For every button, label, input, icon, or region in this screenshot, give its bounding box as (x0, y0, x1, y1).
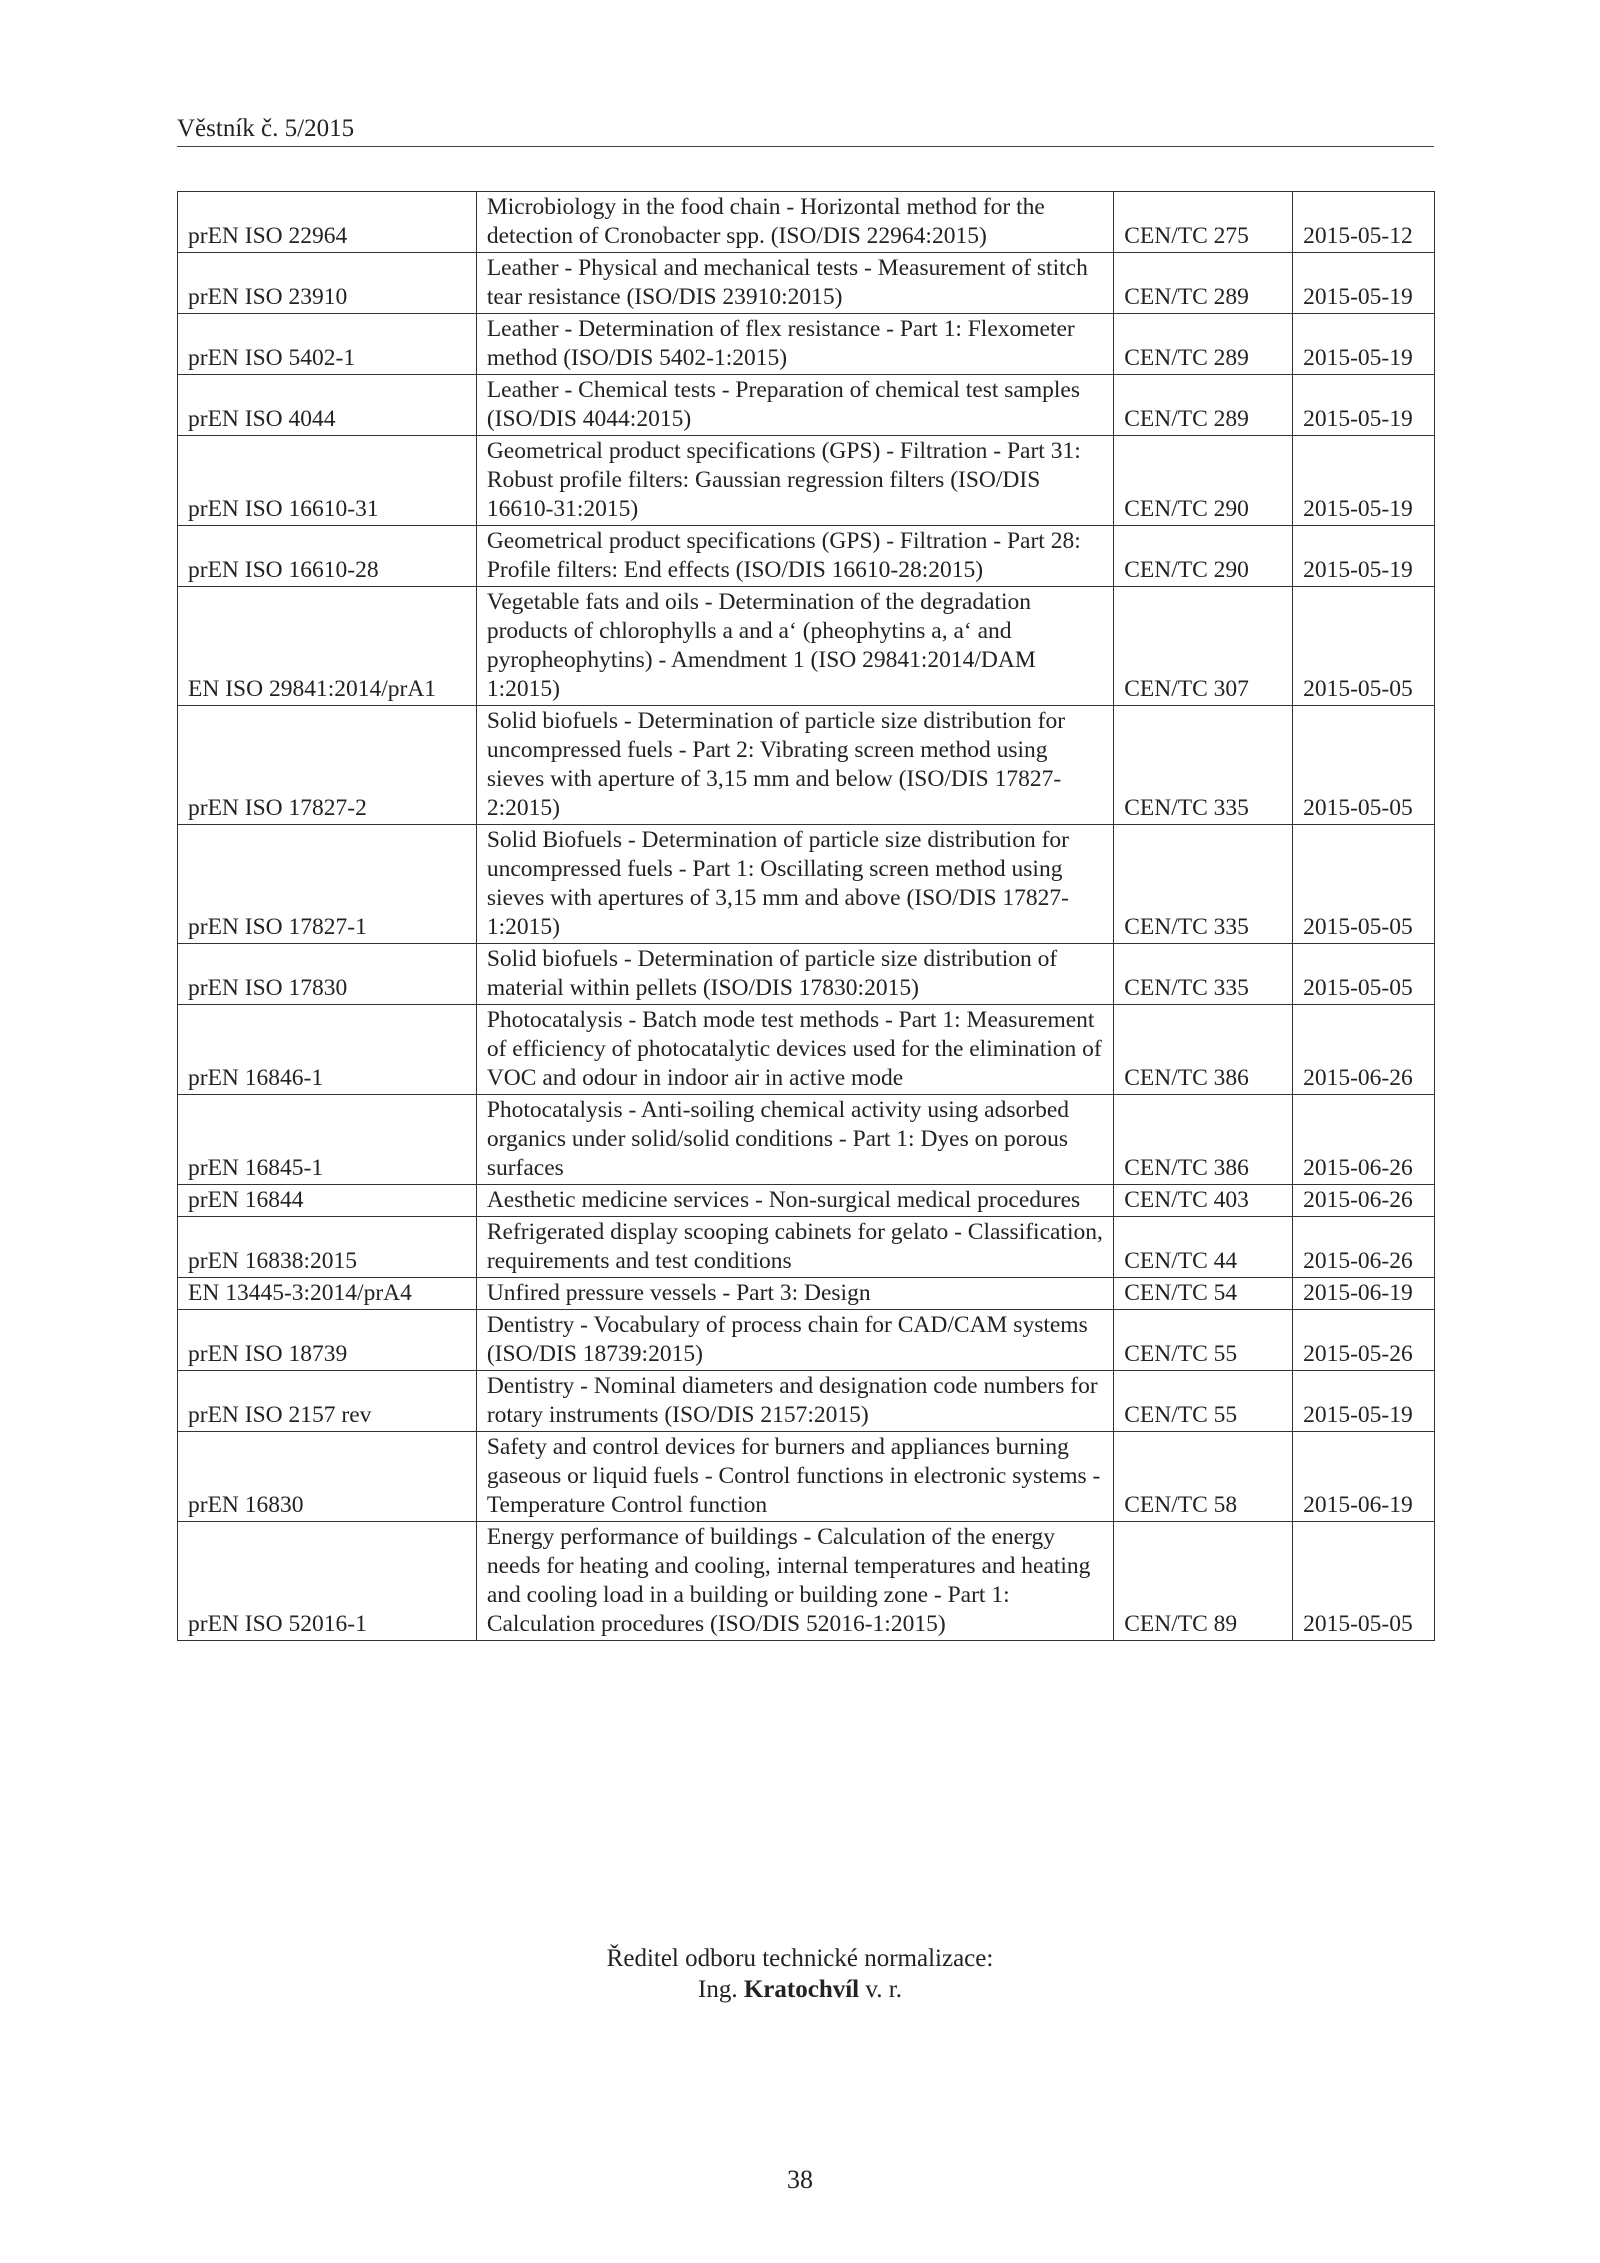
technical-committee: CEN/TC 290 (1114, 526, 1293, 587)
technical-committee: CEN/TC 44 (1114, 1217, 1293, 1278)
technical-committee: CEN/TC 289 (1114, 314, 1293, 375)
deadline-date: 2015-05-05 (1293, 587, 1435, 706)
table-row (178, 587, 1435, 706)
standard-title: Photocatalysis - Anti-soiling chemical activity using adsorbed organics under solid/solid conditions - Part 1: Dyes on porous surfaces (476, 1095, 1113, 1185)
deadline-date: 2015-05-12 (1293, 192, 1435, 253)
deadline-date: 2015-06-19 (1293, 1432, 1435, 1522)
technical-committee: CEN/TC 89 (1114, 1522, 1293, 1641)
deadline-date: 2015-06-26 (1293, 1095, 1435, 1185)
table-row (178, 253, 1435, 314)
technical-committee: CEN/TC 335 (1114, 944, 1293, 1005)
table-row (178, 375, 1435, 436)
standard-title: Leather - Physical and mechanical tests - Measurement of stitch tear resistance (ISO/DIS 23910:2015) (476, 253, 1113, 314)
deadline-date: 2015-05-26 (1293, 1310, 1435, 1371)
standard-code: prEN 16845-1 (178, 1095, 477, 1185)
technical-committee: CEN/TC 54 (1114, 1278, 1293, 1310)
signature-name-line (0, 1974, 1600, 2005)
deadline-date: 2015-05-05 (1293, 944, 1435, 1005)
table-row (178, 706, 1435, 825)
standard-code: prEN 16844 (178, 1185, 477, 1217)
standard-title: Safety and control devices for burners and appliances burning gaseous or liquid fuels - Control functions in electronic systems - Temperature Control function (476, 1432, 1113, 1522)
standard-title: Solid Biofuels - Determination of particle size distribution for uncompressed fuels - Part 1: Oscillating screen method using sieves with apertures of 3,15 mm and above (ISO/DIS 17827-1:2015) (476, 825, 1113, 944)
standard-code: prEN ISO 4044 (178, 375, 477, 436)
standard-code: prEN ISO 2157 rev (178, 1371, 477, 1432)
table-row (178, 1371, 1435, 1432)
standard-title: Geometrical product specifications (GPS) - Filtration - Part 28: Profile filters: End effects (ISO/DIS 16610-28:2015) (476, 526, 1113, 587)
table-row (178, 944, 1435, 1005)
standard-code: prEN ISO 23910 (178, 253, 477, 314)
deadline-date: 2015-05-19 (1293, 375, 1435, 436)
table-row (178, 1310, 1435, 1371)
standard-title: Solid biofuels - Determination of particle size distribution for uncompressed fuels - Part 2: Vibrating screen method using sieves with aperture of 3,15 mm and below (ISO/DIS 17827-2:2015) (476, 706, 1113, 825)
signature-name: Kratochvíl (743, 1976, 860, 2003)
standard-code: prEN 16830 (178, 1432, 477, 1522)
table-row (178, 192, 1435, 253)
deadline-date: 2015-05-19 (1293, 436, 1435, 526)
technical-committee: CEN/TC 386 (1114, 1095, 1293, 1185)
deadline-date: 2015-05-05 (1293, 825, 1435, 944)
technical-committee: CEN/TC 58 (1114, 1432, 1293, 1522)
technical-committee: CEN/TC 275 (1114, 192, 1293, 253)
table-row (178, 1217, 1435, 1278)
standard-code: EN 13445-3:2014/prA4 (178, 1278, 477, 1310)
table-row (178, 1185, 1435, 1217)
deadline-date: 2015-05-05 (1293, 1522, 1435, 1641)
technical-committee: CEN/TC 290 (1114, 436, 1293, 526)
deadline-date: 2015-06-26 (1293, 1005, 1435, 1095)
deadline-date: 2015-06-19 (1293, 1278, 1435, 1310)
technical-committee: CEN/TC 289 (1114, 375, 1293, 436)
journal-title: Věstník č. 5/2015 (177, 115, 355, 142)
standard-code: prEN ISO 17827-1 (178, 825, 477, 944)
standard-title: Energy performance of buildings - Calculation of the energy needs for heating and cooling, internal temperatures and heating and cooling load in a building or building zone - Part 1: Calculation procedures (ISO/DIS 52016-1:2015) (476, 1522, 1113, 1641)
technical-committee: CEN/TC 55 (1114, 1310, 1293, 1371)
standard-title: Dentistry - Nominal diameters and designation code numbers for rotary instruments (ISO/DIS 2157:2015) (476, 1371, 1113, 1432)
technical-committee: CEN/TC 55 (1114, 1371, 1293, 1432)
table-row (178, 1278, 1435, 1310)
standard-code: prEN ISO 17827-2 (178, 706, 477, 825)
technical-committee: CEN/TC 307 (1114, 587, 1293, 706)
table-row (178, 526, 1435, 587)
technical-committee: CEN/TC 335 (1114, 706, 1293, 825)
standard-code: prEN ISO 18739 (178, 1310, 477, 1371)
standards-table (177, 191, 1435, 1641)
standard-code: prEN 16846-1 (178, 1005, 477, 1095)
standard-code: prEN ISO 52016-1 (178, 1522, 477, 1641)
signature-suffix: v. r. (865, 1976, 902, 2003)
standard-code: prEN ISO 5402-1 (178, 314, 477, 375)
technical-committee: CEN/TC 386 (1114, 1005, 1293, 1095)
deadline-date: 2015-05-19 (1293, 526, 1435, 587)
signature-prefix: Ing. (698, 1976, 738, 2003)
technical-committee: CEN/TC 335 (1114, 825, 1293, 944)
standard-title: Unfired pressure vessels - Part 3: Design (476, 1278, 1113, 1310)
table-row (178, 1005, 1435, 1095)
deadline-date: 2015-05-19 (1293, 1371, 1435, 1432)
table-row (178, 1522, 1435, 1641)
standard-code: prEN 16838:2015 (178, 1217, 477, 1278)
page-number: 38 (787, 2165, 813, 2194)
standard-title: Geometrical product specifications (GPS) - Filtration - Part 31: Robust profile filters: Gaussian regression filters (ISO/DIS 16610-31:2015) (476, 436, 1113, 526)
technical-committee: CEN/TC 289 (1114, 253, 1293, 314)
signature-block (0, 1943, 1600, 2005)
standard-title: Photocatalysis - Batch mode test methods - Part 1: Measurement of efficiency of photocatalytic devices used for the elimination of VOC and odour in indoor air in active mode (476, 1005, 1113, 1095)
signature-role: Ředitel odboru technické normalizace: (606, 1945, 994, 1972)
deadline-date: 2015-06-26 (1293, 1185, 1435, 1217)
standard-title: Solid biofuels - Determination of particle size distribution of material within pellets (ISO/DIS 17830:2015) (476, 944, 1113, 1005)
standard-code: prEN ISO 16610-31 (178, 436, 477, 526)
standard-title: Microbiology in the food chain - Horizontal method for the detection of Cronobacter spp. (ISO/DIS 22964:2015) (476, 192, 1113, 253)
standard-code: prEN ISO 16610-28 (178, 526, 477, 587)
table-row (178, 825, 1435, 944)
table-row (178, 1095, 1435, 1185)
standard-title: Leather - Determination of flex resistance - Part 1: Flexometer method (ISO/DIS 5402-1:2015) (476, 314, 1113, 375)
journal-header (177, 112, 1434, 147)
table-row (178, 1432, 1435, 1522)
table-row (178, 314, 1435, 375)
deadline-date: 2015-05-19 (1293, 314, 1435, 375)
standard-code: EN ISO 29841:2014/prA1 (178, 587, 477, 706)
standard-title: Refrigerated display scooping cabinets for gelato - Classification, requirements and test conditions (476, 1217, 1113, 1278)
technical-committee: CEN/TC 403 (1114, 1185, 1293, 1217)
standard-title: Vegetable fats and oils - Determination of the degradation products of chlorophylls a and a‘ (pheophytins a, a‘ and pyropheophytins) - Amendment 1 (ISO 29841:2014/DAM 1:2015) (476, 587, 1113, 706)
standard-title: Leather - Chemical tests - Preparation of chemical test samples (ISO/DIS 4044:2015) (476, 375, 1113, 436)
standard-code: prEN ISO 22964 (178, 192, 477, 253)
standard-title: Dentistry - Vocabulary of process chain for CAD/CAM systems (ISO/DIS 18739:2015) (476, 1310, 1113, 1371)
standard-title: Aesthetic medicine services - Non-surgical medical procedures (476, 1185, 1113, 1217)
standard-code: prEN ISO 17830 (178, 944, 477, 1005)
deadline-date: 2015-06-26 (1293, 1217, 1435, 1278)
table-row (178, 436, 1435, 526)
deadline-date: 2015-05-19 (1293, 253, 1435, 314)
deadline-date: 2015-05-05 (1293, 706, 1435, 825)
